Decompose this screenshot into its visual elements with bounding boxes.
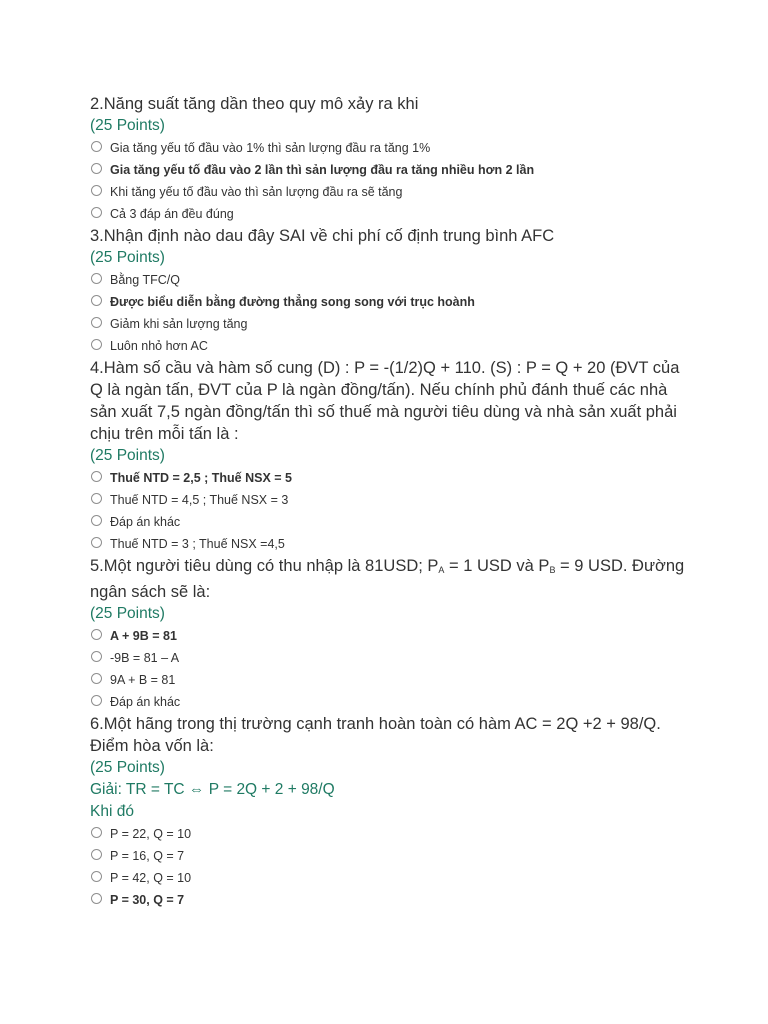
option-label: Giảm khi sản lượng tăng [110,317,248,331]
answer-option[interactable] [90,489,690,511]
option-label: Thuế NTD = 3 ; Thuế NSX =4,5 [110,537,285,551]
answer-option[interactable] [90,181,690,203]
answer-option[interactable] [90,313,690,335]
radio-button-icon[interactable] [91,651,102,662]
question-text-part: = 1 USD và P [444,557,550,575]
question-points: (25 Points) [90,759,165,776]
question-5 [90,555,690,713]
question-text-part: 5.Một người tiêu dùng có thu nhập là 81USD; P [90,557,439,575]
answer-option[interactable] [90,269,690,291]
option-label: Đáp án khác [110,695,181,709]
option-label: P = 16, Q = 7 [110,849,185,863]
answer-option[interactable] [90,203,690,225]
radio-button-icon[interactable] [91,827,102,838]
radio-button-icon[interactable] [91,185,102,196]
option-label: P = 22, Q = 10 [110,827,192,841]
subscript-b: B [549,565,556,575]
solution-note: Giải: TR = TC ⇔ P = 2Q + 2 + 98/Q [90,781,335,798]
answer-option[interactable] [90,691,690,713]
question-6 [90,713,690,911]
question-2 [90,93,690,225]
option-label: Bằng TFC/Q [110,273,180,287]
radio-button-icon[interactable] [91,515,102,526]
radio-button-icon[interactable] [91,695,102,706]
question-points: (25 Points) [90,605,165,622]
question-points: (25 Points) [90,249,165,266]
question-text: 4.Hàm số cầu và hàm số cung (D) : P = -(1/2)Q + 110. (S) : P = Q + 20 (ĐVT của Q là ngàn tấn, ĐVT của P là ngàn đồng/tấn). Nếu chính phủ đánh thuế các nhà sản xuất 7,5 ngàn đồng/tấn thì số thuế mà người tiêu dùng và nhà sản xuất phải chịu trên mỗi tấn là : [90,359,680,443]
option-label: Thuế NTD = 4,5 ; Thuế NSX = 3 [110,493,289,507]
radio-button-icon[interactable] [91,339,102,350]
question-3 [90,225,690,357]
radio-button-icon[interactable] [91,673,102,684]
question-points: (25 Points) [90,447,165,464]
question-points: (25 Points) [90,117,165,134]
option-label: P = 30, Q = 7 [110,893,185,907]
answer-option[interactable] [90,823,690,845]
radio-button-icon[interactable] [91,893,102,904]
answer-option[interactable] [90,845,690,867]
answer-option[interactable] [90,511,690,533]
option-label: Gia tăng yếu tố đầu vào 1% thì sản lượng đầu ra tăng 1% [110,141,431,155]
radio-button-icon[interactable] [91,871,102,882]
radio-button-icon[interactable] [91,471,102,482]
answer-option[interactable] [90,159,690,181]
radio-button-icon[interactable] [91,295,102,306]
answer-option[interactable] [90,889,690,911]
question-text: 2.Năng suất tăng dần theo quy mô xảy ra khi [90,95,419,113]
option-label: Khi tăng yếu tố đầu vào thì sản lượng đầu ra sẽ tăng [110,185,403,199]
radio-button-icon[interactable] [91,317,102,328]
radio-button-icon[interactable] [91,273,102,284]
answer-option[interactable] [90,647,690,669]
radio-button-icon[interactable] [91,629,102,640]
question-text: 6.Một hãng trong thị trường cạnh tranh hoàn toàn có hàm AC = 2Q +2 + 98/Q. Điểm hòa vốn là: [90,715,661,755]
radio-button-icon[interactable] [91,849,102,860]
answer-option[interactable] [90,335,690,357]
option-label: Luôn nhỏ hơn AC [110,339,208,353]
answer-option[interactable] [90,625,690,647]
document-body [90,93,690,911]
question-text-part: = 9 USD. Đường ngân sách sẽ là: [90,557,685,601]
option-label: -9B = 81 – A [110,651,180,665]
answer-option[interactable] [90,137,690,159]
question-4 [90,357,690,555]
question-text [90,555,690,603]
option-label: P = 42, Q = 10 [110,871,192,885]
option-label: Được biểu diễn bằng đường thẳng song song với trục hoành [110,295,475,309]
radio-button-icon[interactable] [91,493,102,504]
option-label: Đáp án khác [110,515,181,529]
option-label: Thuế NTD = 2,5 ; Thuế NSX = 5 [110,471,292,485]
answer-option[interactable] [90,867,690,889]
option-label: 9A + B = 81 [110,673,176,687]
radio-button-icon[interactable] [91,141,102,152]
option-label: Gia tăng yếu tố đầu vào 2 lần thì sản lượng đầu ra tăng nhiều hơn 2 lần [110,163,535,177]
answer-option[interactable] [90,291,690,313]
solution-note: Khi đó [90,803,134,820]
answer-option[interactable] [90,533,690,555]
answer-option[interactable] [90,669,690,691]
question-text: 3.Nhận định nào dau đây SAI về chi phí cố định trung bình AFC [90,227,555,245]
answer-option[interactable] [90,467,690,489]
radio-button-icon[interactable] [91,537,102,548]
option-label: Cả 3 đáp án đều đúng [110,207,234,221]
subscript-a: A [438,565,445,575]
option-label: A + 9B = 81 [110,629,177,643]
radio-button-icon[interactable] [91,207,102,218]
radio-button-icon[interactable] [91,163,102,174]
